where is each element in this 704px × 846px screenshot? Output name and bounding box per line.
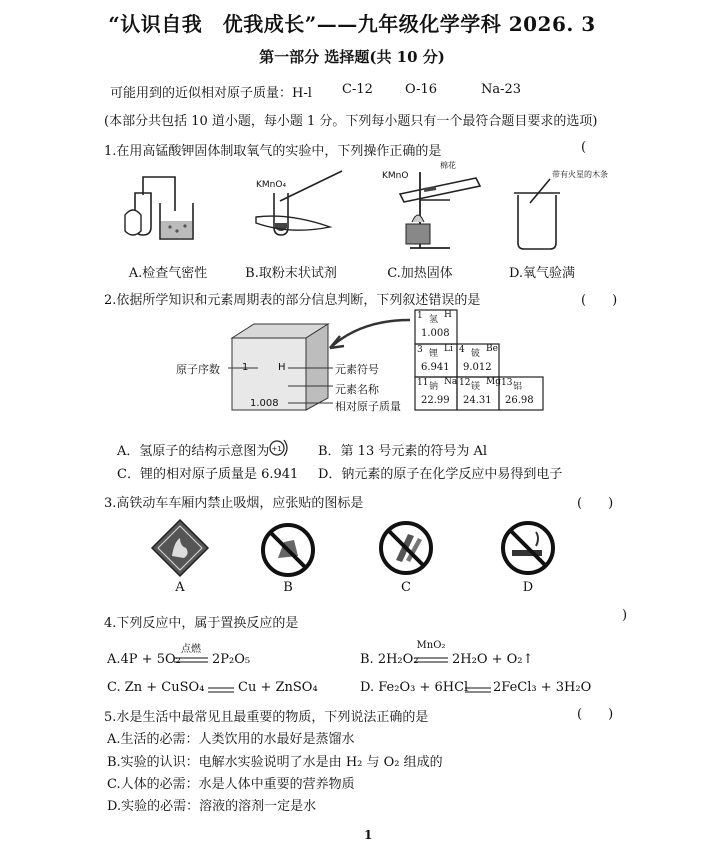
svg-text:1.008: 1.008 bbox=[250, 398, 279, 409]
q5-option-c: C.人体的必需：水是人体中重要的营养物质 bbox=[107, 777, 355, 792]
pt-cell-mass: 1.008 bbox=[421, 328, 450, 339]
atomic-mass-na: Na-23 bbox=[481, 82, 522, 97]
q4-option-d-lhs: D. Fe₂O₃ + 6HCl bbox=[360, 680, 469, 695]
pt-cell-symbol: H bbox=[444, 310, 452, 320]
q5-option-b: B.实验的认识：电解水实验说明了水是由 H₂ 与 O₂ 组成的 bbox=[107, 755, 443, 770]
instructions: (本部分共包括 10 道小题，每小题 1 分。下列每小题只有一个最符合题目要求的选项) bbox=[104, 114, 598, 129]
pt-cell-number: 1 bbox=[417, 311, 423, 321]
q4-option-a-lhs: A.4P + 5O₂ bbox=[107, 652, 181, 667]
sign-d-no-smoking-icon bbox=[500, 520, 556, 576]
svg-text:KMnO: KMnO bbox=[382, 171, 409, 181]
q1-figure-c bbox=[380, 160, 505, 250]
atomic-mass-c: C-12 bbox=[342, 82, 373, 97]
pt-cell-mass: 24.31 bbox=[463, 395, 492, 406]
pt-cell-number: 12 bbox=[459, 378, 471, 388]
q2-stem: 2.依据所学知识和元素周期表的部分信息判断，下列叙述错误的是 bbox=[104, 293, 481, 308]
q2-option-d: D．钠元素的原子在化学反应中易得到电子 bbox=[318, 467, 563, 482]
pt-cell-name: 镁 bbox=[471, 382, 481, 392]
q4-option-c-lhs: C. Zn + CuSO₄ bbox=[107, 680, 205, 695]
pt-cell-number: 4 bbox=[459, 345, 465, 355]
q3-answer-paren: ( ) bbox=[577, 496, 614, 511]
q3-caption-a: A bbox=[175, 580, 185, 595]
q2-option-b: B．第 13 号元素的符号为 Al bbox=[318, 444, 488, 459]
q1-figure-b bbox=[250, 165, 360, 255]
pt-cell-number: 3 bbox=[417, 345, 423, 355]
q1-figure-a bbox=[115, 165, 225, 255]
q5-stem: 5.水是生活中最常见且最重要的物质，下列说法正确的是 bbox=[104, 710, 429, 725]
q4-option-d-rhs: 2FeCl₃ + 3H₂O bbox=[493, 680, 592, 695]
hydrogen-atom-diagram bbox=[268, 436, 296, 460]
q3-stem: 3.高铁动车车厢内禁止吸烟，应张贴的图标是 bbox=[104, 496, 364, 511]
sign-b-no-littering-icon bbox=[260, 522, 316, 578]
q4-option-b-condition: MnO₂ bbox=[416, 640, 446, 651]
pt-cell-number: 13 bbox=[501, 378, 513, 388]
cube-label-atomic-number: 原子序数 bbox=[176, 363, 220, 376]
svg-text:H: H bbox=[278, 362, 286, 373]
atomic-mass-h: 可能用到的近似相对原子质量：H-l bbox=[110, 86, 312, 101]
pt-cell-symbol: Be bbox=[486, 344, 498, 354]
svg-text:棉花: 棉花 bbox=[440, 161, 456, 170]
pt-cell-number: 11 bbox=[417, 378, 429, 388]
q4-option-d-equals bbox=[465, 686, 491, 694]
svg-text:+1: +1 bbox=[271, 445, 282, 453]
q1-option-d: D.氧气验满 bbox=[508, 266, 576, 281]
atomic-mass-o: O-16 bbox=[405, 82, 438, 97]
pt-cell-symbol: Li bbox=[444, 344, 453, 354]
q2-answer-paren: ( ) bbox=[581, 293, 618, 308]
pt-cell-mass: 26.98 bbox=[505, 395, 534, 406]
pt-cell-mass: 22.99 bbox=[421, 395, 450, 406]
q4-option-b-lhs: B. 2H₂O₂ bbox=[360, 652, 419, 667]
q3-caption-b: B bbox=[283, 580, 293, 595]
q1-option-c: C.加热固体 bbox=[387, 266, 453, 281]
q5-answer-paren: ( ) bbox=[577, 707, 614, 722]
q2-option-a: A．氢原子的结构示意图为 bbox=[117, 444, 270, 459]
q5-option-a: A.生活的必需：人类饮用的水最好是蒸馏水 bbox=[107, 732, 355, 747]
pt-cell-symbol: Mg bbox=[486, 377, 501, 387]
pt-cell-name: 钠 bbox=[429, 382, 439, 392]
sign-c-no-fireworks-icon bbox=[378, 520, 434, 576]
q1-answer-paren: ( bbox=[581, 140, 587, 155]
exam-title: “认识自我 优我成长”——九年级化学学科 2026. 3 bbox=[108, 12, 596, 36]
q5-option-d: D.实验的必需：溶液的溶剂一定是水 bbox=[107, 799, 317, 814]
q1-stem: 1.在用高锰酸钾固体制取氧气的实验中，下列操作正确的是 bbox=[104, 144, 442, 159]
pt-cell-name: 铝 bbox=[513, 382, 523, 392]
q4-option-a-rhs: 2P₂O₅ bbox=[212, 652, 251, 667]
svg-text:带有火星的木条: 带有火星的木条 bbox=[552, 170, 608, 179]
cube-label-name: 元素名称 bbox=[335, 383, 379, 396]
pt-cell-symbol: Na bbox=[444, 377, 458, 387]
pt-cell-name: 锂 bbox=[429, 349, 439, 359]
pt-cell-mass: 6.941 bbox=[421, 362, 450, 373]
q4-option-a-condition: 点燃 bbox=[181, 644, 201, 655]
q4-option-c-equals bbox=[208, 686, 234, 694]
q4-option-b-equals bbox=[414, 656, 448, 664]
q1-option-a: A.检查气密性 bbox=[128, 266, 208, 281]
section-title: 第一部分 选择题(共 10 分) bbox=[259, 48, 445, 66]
pt-cell-name: 铍 bbox=[471, 349, 481, 359]
q1-figure-d bbox=[510, 165, 610, 255]
q1-b-kmno4-label: KMnO₄ bbox=[256, 180, 287, 190]
q4-option-c-rhs: Cu + ZnSO₄ bbox=[238, 680, 318, 695]
svg-text:1: 1 bbox=[242, 362, 249, 373]
page-number: 1 bbox=[364, 828, 373, 842]
q4-stem: 4.下列反应中，属于置换反应的是 bbox=[104, 616, 299, 631]
q1-option-b: B.取粉末状试剂 bbox=[245, 266, 337, 281]
pt-cell-mass: 9.012 bbox=[463, 362, 492, 373]
q2-option-c: C．锂的相对原子质量是 6.941 bbox=[117, 467, 299, 482]
q4-answer-paren: ) bbox=[622, 608, 628, 623]
q4-option-b-rhs: 2H₂O + O₂↑ bbox=[452, 652, 534, 667]
q3-caption-d: D bbox=[522, 580, 534, 595]
q4-option-a-equals bbox=[174, 656, 208, 664]
cube-label-symbol: 元素符号 bbox=[335, 363, 379, 376]
cube-label-mass: 相对原子质量 bbox=[335, 400, 401, 413]
q3-caption-c: C bbox=[401, 580, 411, 595]
pt-cell-name: 氢 bbox=[429, 315, 439, 325]
cube-leader-lines bbox=[228, 364, 348, 424]
sign-a-flammable-icon bbox=[150, 518, 210, 578]
